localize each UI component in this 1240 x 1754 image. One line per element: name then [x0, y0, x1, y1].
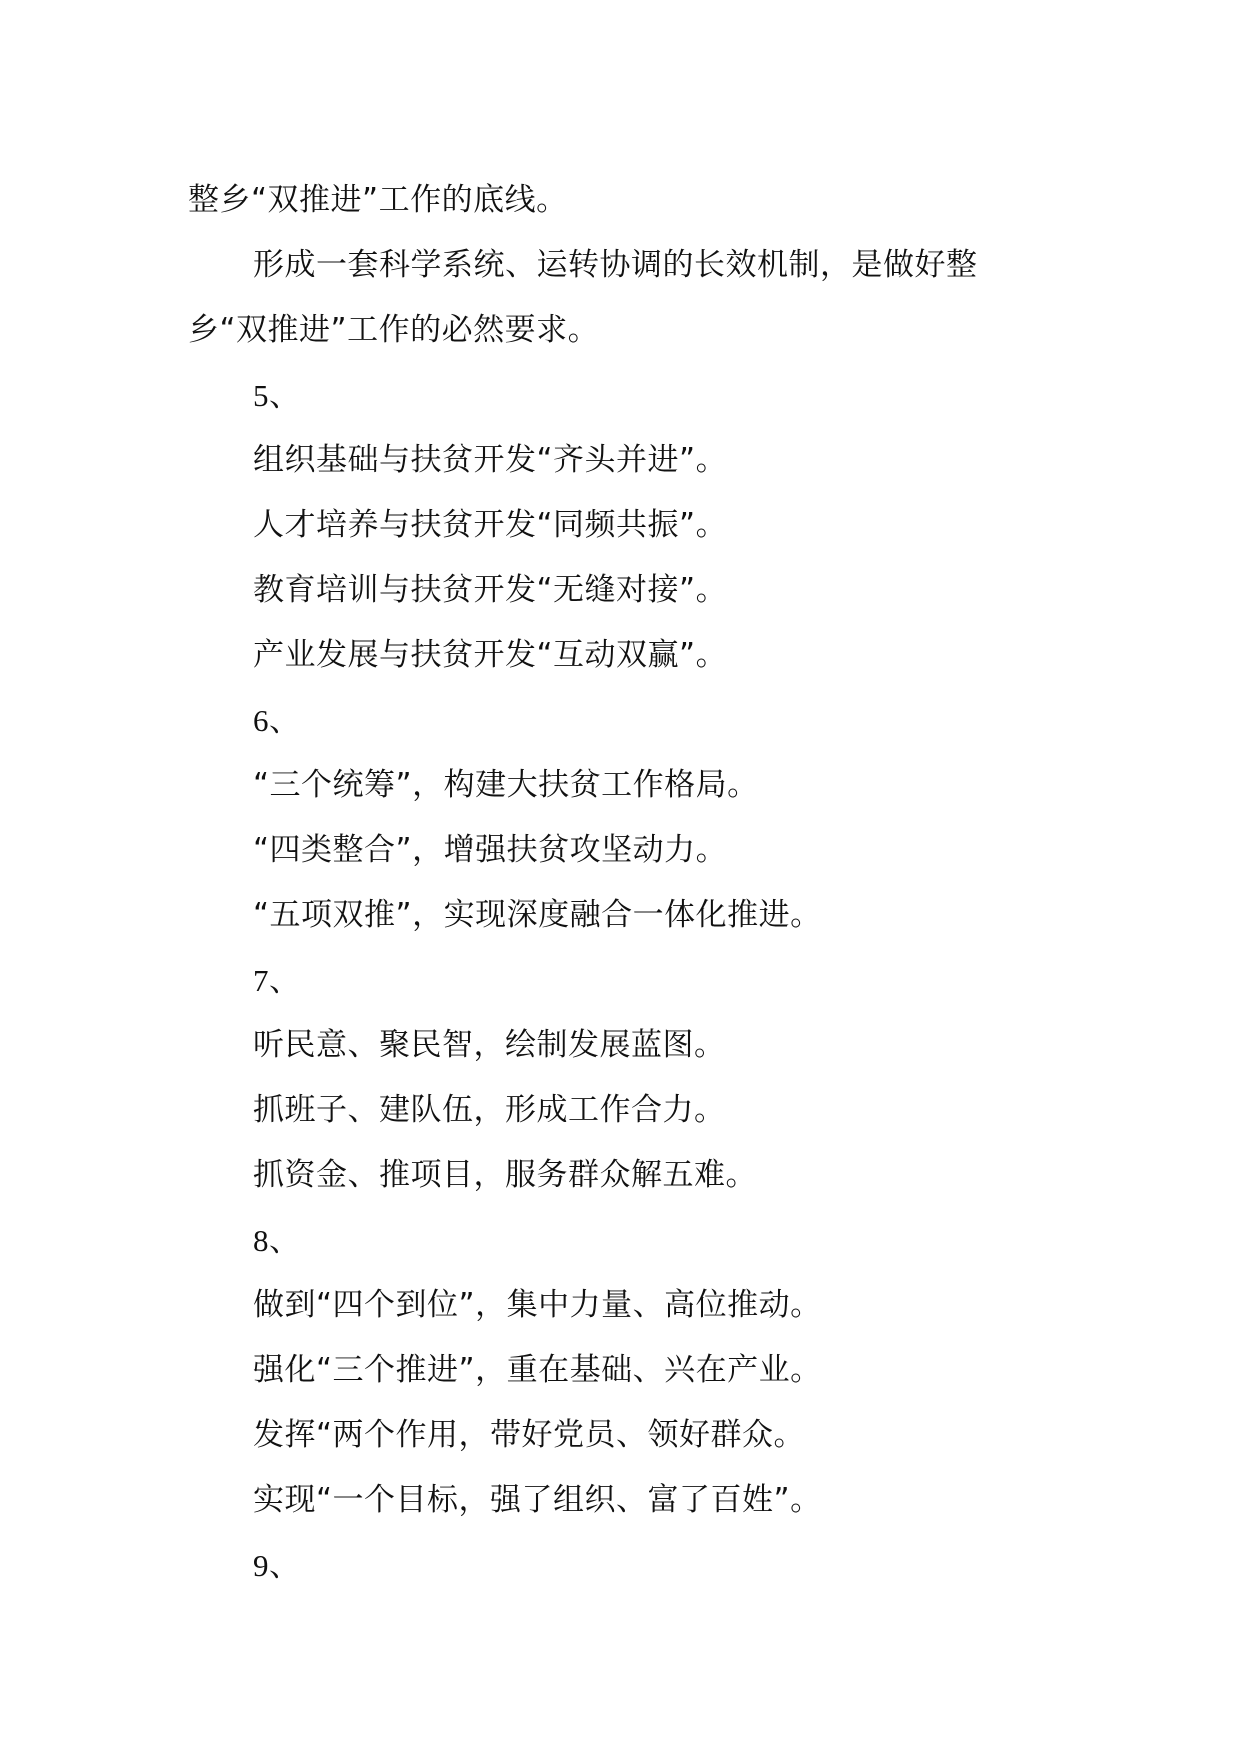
- text-line: 教育培训与扶贫开发“无缝对接”。: [253, 572, 728, 608]
- text-line: 形成一套科学系统、运转协调的长效机制，是做好整: [253, 247, 978, 283]
- section-number-9: 9、: [253, 1548, 301, 1583]
- section-number-6: 6、: [253, 703, 301, 738]
- text-line: 发挥“两个作用，带好党员、领好群众。: [253, 1417, 806, 1453]
- text-line: 做到“四个到位”，集中力量、高位推动。: [253, 1287, 822, 1323]
- text-line: 人才培养与扶贫开发“同频共振”。: [253, 507, 728, 543]
- text-line: 乡“双推进”工作的必然要求。: [188, 312, 600, 348]
- text-line: 组织基础与扶贫开发“齐头并进”。: [253, 442, 728, 478]
- text-line: 听民意、聚民智，绘制发展蓝图。: [253, 1027, 726, 1063]
- section-number-7: 7、: [253, 963, 301, 998]
- text-line: “五项双推”，实现深度融合一体化推进。: [253, 897, 822, 933]
- text-line: “三个统筹”，构建大扶贫工作格局。: [253, 767, 759, 803]
- text-line: “四类整合”，增强扶贫攻坚动力。: [253, 832, 728, 868]
- text-line: 抓班子、建队伍，形成工作合力。: [253, 1092, 726, 1128]
- text-line: 产业发展与扶贫开发“互动双赢”。: [253, 637, 728, 673]
- text-line: 实现“一个目标，强了组织、富了百姓”。: [253, 1482, 822, 1518]
- section-number-8: 8、: [253, 1223, 301, 1258]
- section-number-5: 5、: [253, 378, 301, 413]
- document-body: [188, 168, 1068, 1598]
- text-line: 抓资金、推项目，服务群众解五难。: [253, 1157, 757, 1193]
- text-line: 整乡“双推进”工作的底线。: [188, 182, 568, 218]
- text-line: 强化“三个推进”，重在基础、兴在产业。: [253, 1352, 822, 1388]
